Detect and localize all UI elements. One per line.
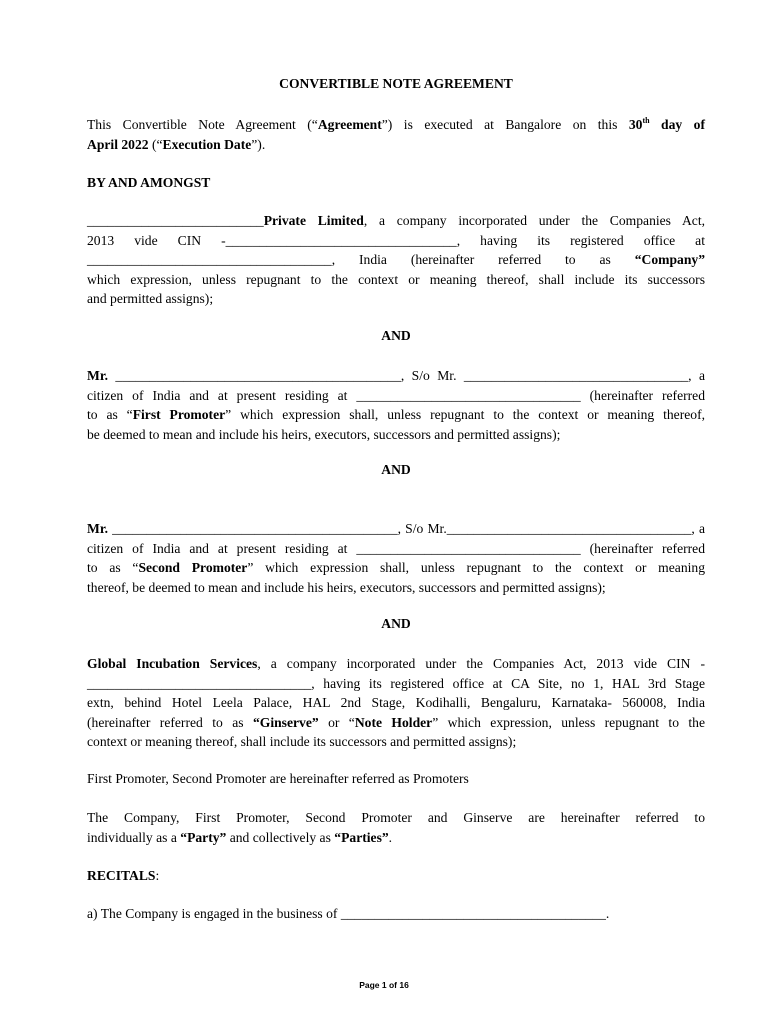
and-separator-3: AND bbox=[381, 616, 411, 631]
by-and-amongst-heading: BY AND AMONGST bbox=[87, 175, 211, 190]
recital-item-a: a) The Company is engaged in the business of _______________________________________. bbox=[87, 906, 610, 921]
recitals-heading: RECITALS: bbox=[87, 868, 160, 883]
page-number-footer: Page 1 of 16 bbox=[359, 980, 409, 990]
company-paragraph: __________________________Private Limited, a company incorporated under the Companies Act, 2013 vide CIN -__________________________________, having its registered office at ____________________________________, India (hereinafter referred to as “Company” which expression, unless repugnant to the context or meaning thereof, shall include its successors and permitted assigns); bbox=[87, 213, 706, 307]
second-promoter-paragraph: Mr. __________________________________________, S/o Mr.____________________________________, a citizen of India and at present residing at _________________________________ (hereinafter referred to as “Second Promoter” which expression shall, unless repugnant to the context or meaning thereof, be deemed to mean and include his heirs, executors, successors and permitted assigns); bbox=[87, 521, 705, 595]
promoters-definition: First Promoter, Second Promoter are hereinafter referred as Promoters bbox=[87, 771, 469, 786]
and-separator-2: AND bbox=[381, 462, 411, 477]
first-promoter-paragraph: Mr. __________________________________________, S/o Mr. _________________________________, a citizen of India and at present residing at _________________________________ (hereinafter referred to as “First Promoter” which expression shall, unless repugnant to the context or meaning thereof, be deemed to mean and include his heirs, executors, successors and permitted assigns); bbox=[87, 368, 705, 442]
parties-definition: The Company, First Promoter, Second Promoter and Ginserve are hereinafter referred to individually as a “Party” and collectively as “Parties”. bbox=[87, 810, 705, 845]
and-separator-1: AND bbox=[381, 328, 411, 343]
ginserve-paragraph: Global Incubation Services, a company incorporated under the Companies Act, 2013 vide CIN - _________________________________, having its registered office at CA Site, no 1, HAL 3rd Stage extn, behind Hotel Leela Palace, HAL 2nd Stage, Kodihalli, Bengaluru, Karnataka- 560008, India (hereinafter referred to as “Ginserve” or “Note Holder” which expression, unless repugnant to the context or meaning thereof, shall include its successors and permitted assigns); bbox=[87, 656, 706, 750]
intro-paragraph: This Convertible Note Agreement (“Agreement”) is executed at Bangalore on this 30th day of April 2022 (“Execution Date”). bbox=[87, 116, 706, 152]
document-title: CONVERTIBLE NOTE AGREEMENT bbox=[279, 76, 513, 91]
